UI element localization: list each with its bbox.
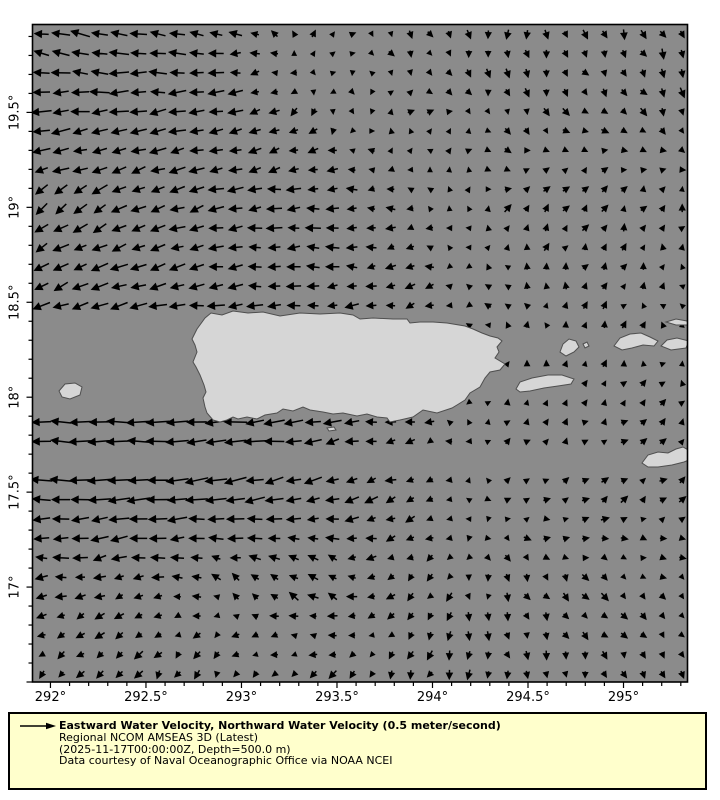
x-tick-label: 292° [34,690,67,705]
island-caja-de-muertos [327,427,336,431]
y-tick-label: 19.5° [7,94,23,131]
y-tick-label: 17° [7,575,23,599]
legend-title: Eastward Water Velocity, Northward Water Velocity (0.5 meter/second) [59,719,501,732]
y-tick-label: 18.5° [7,284,23,320]
x-tick-label: 293.5° [315,690,359,705]
y-tick-label: 18° [7,385,23,409]
legend-courtesy: Data courtesy of Naval Oceanographic Office via NOAA NCEI [59,754,393,767]
reference-vector-icon [18,720,60,732]
x-tick-label: 293° [225,690,258,705]
x-tick-label: 294.5° [506,690,550,705]
legend-box [8,712,707,790]
legend-time-depth: (2025-11-17T00:00:00Z, Depth=500.0 m) [59,742,291,756]
x-tick-label: 294° [416,690,449,705]
legend-dataset: Regional NCOM AMSEAS 3D (Latest) [59,731,258,744]
x-tick-label: 292.5° [124,690,168,705]
y-tick-label: 19° [7,195,23,219]
y-tick-label: 17.5° [7,474,23,510]
x-tick-label: 295° [607,690,640,705]
